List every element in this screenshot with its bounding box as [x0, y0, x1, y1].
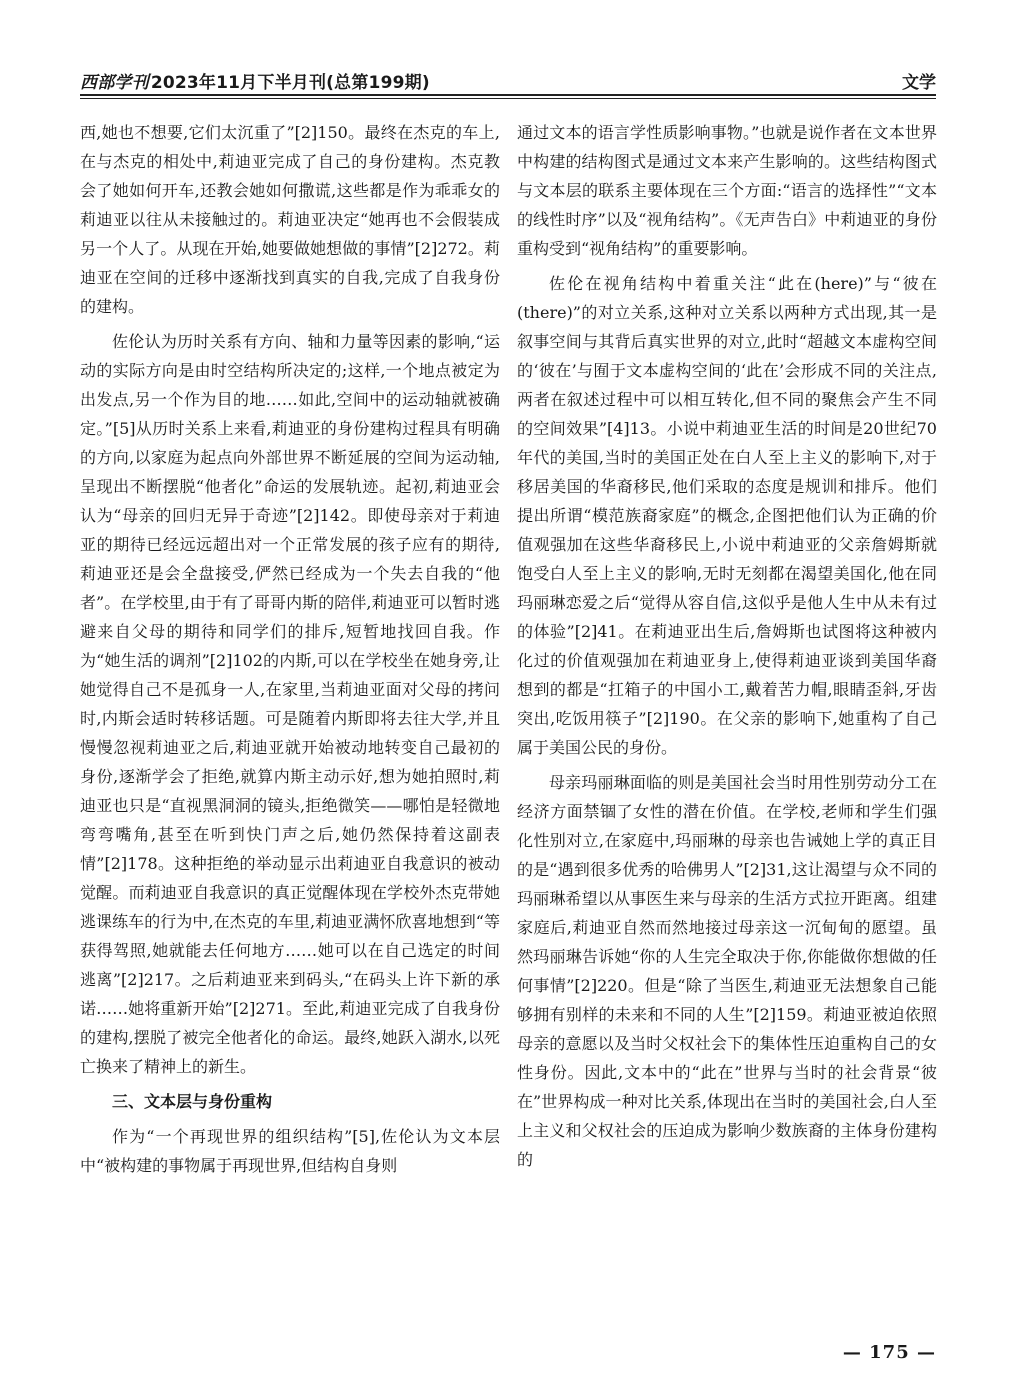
- left-column: [80, 118, 500, 1198]
- journal-logo: 西部学刊: [80, 73, 149, 93]
- header-rule-thin: [80, 98, 936, 99]
- running-header: [80, 66, 936, 100]
- body-paragraph: 母亲玛丽琳面临的则是美国社会当时用性别劳动分工在经济方面禁锢了女性的潜在价值。在学校,老师和学生们强化性别对立,在家庭中,玛丽琳的母亲也告诫她上学的真正目的是“遇到很多优秀的哈佛男人”[2]31,这让渴望与众不同的玛丽琳希望以从事医生来与母亲的生活方式拉开距离。组建家庭后,莉迪亚自然而然地接过母亲这一沉甸甸的愿望。虽然玛丽琳告诉她“你的人生完全取决于你,你能做你想做的任何事情”[2]220。但是“除了当医生,莉迪亚无法想象自己能够拥有别样的未来和不同的人生”[2]159。莉迪亚被迫依照母亲的意愿以及当时父权社会下的集体性压迫重构自己的女性身份。因此,文本中的“此在”世界与当时的社会背景“彼在”世界构成一种对比关系,体现出在当时的美国社会,白人至上主义和父权社会的压迫成为影响少数族裔的主体身份建构的: [517, 773, 937, 1169]
- issue-text: 2023年11月下半月刊(总第199期): [150, 73, 430, 93]
- page-number: — 175 —: [842, 1342, 936, 1363]
- body-paragraph: 佐伦在视角结构中着重关注“此在(here)”与“彼在(there)”的对立关系,这种对立关系以两种方式出现,其一是叙事空间与其背后真实世界的对立,此时“超越文本虚构空间的‘彼在’与囿于文本虚构空间的‘此在’会形成不同的关注点,两者在叙述过程中可以相互转化,但不同的聚焦会产生不同的空间效果”[4]13。小说中莉迪亚生活的时间是20世纪70年代的美国,当时的美国正处在白人至上主义的影响下,对于移居美国的华裔移民,他们采取的态度是规训和排斥。他们提出所谓“模范族裔家庭”的概念,企图把他们认为正确的价值观强加在这些华裔移民上,小说中莉迪亚的父亲詹姆斯就饱受白人至上主义的影响,无时无刻都在渴望美国化,他在同玛丽琳恋爱之后“觉得从容自信,这似乎是他人生中从未有过的体验”[2]41。在莉迪亚出生后,詹姆斯也试图将这种被内化过的价值观强加在莉迪亚身上,使得莉迪亚谈到美国华裔想到的都是“扛箱子的中国小工,戴着苦力帽,眼睛歪斜,牙齿突出,吃饭用筷子”[2]190。在父亲的影响下,她重构了自己属于美国公民的身份。: [517, 274, 937, 757]
- header-rule-thick: [80, 94, 936, 96]
- body-paragraph: 通过文本的语言学性质影响事物。”也就是说作者在文本世界中构建的结构图式是通过文本来产生影响的。这些结构图式与文本层的联系主要体现在三个方面:“语言的选择性”“文本的线性时序”以及“视角结构”。《无声告白》中莉迪亚的身份重构受到“视角结构”的重要影响。: [517, 123, 937, 258]
- body-paragraph: 作为“一个再现世界的组织结构”[5],佐伦认为文本层中“被构建的事物属于再现世界,但结构自身则: [80, 1127, 500, 1175]
- body-paragraph: 西,她也不想要,它们太沉重了”[2]150。最终在杰克的车上,在与杰克的相处中,莉迪亚完成了自己的身份建构。杰克教会了她如何开车,还教会她如何撒谎,这些都是作为乖乖女的莉迪亚以往从未接触过的。莉迪亚决定“她再也不会假装成另一个人了。从现在开始,她要做她想做的事情”[2]272。莉迪亚在空间的迁移中逐渐找到真实的自我,完成了自我身份的建构。: [80, 123, 500, 316]
- section-label: 文学: [902, 73, 936, 93]
- body-paragraph: 佐伦认为历时关系有方向、轴和力量等因素的影响,“运动的实际方向是由时空结构所决定的;这样,一个地点被定为出发点,另一个作为目的地……如此,空间中的运动轴就被确定。”[5]从历时关系上来看,莉迪亚的身份建构过程具有明确的方向,以家庭为起点向外部世界不断延展的空间为运动轴,呈现出不断摆脱“他者化”命运的发展轨迹。起初,莉迪亚会认为“母亲的回归无异于奇迹”[2]142。即使母亲对于莉迪亚的期待已经远远超出对一个正常发展的孩子应有的期待,莉迪亚还是会全盘接受,俨然已经成为一个失去自我的“他者”。在学校里,由于有了哥哥内斯的陪伴,莉迪亚可以暂时逃避来自父母的期待和同学们的排斥,短暂地找回自我。作为“她生活的调剂”[2]102的内斯,可以在学校坐在她身旁,让她觉得自己不是孤身一人,在家里,当莉迪亚面对父母的拷问时,内斯会适时转移话题。可是随着内斯即将去往大学,并且慢慢忽视莉迪亚之后,莉迪亚就开始被动地转变自己最初的身份,逐渐学会了拒绝,就算内斯主动示好,想为她拍照时,莉迪亚也只是“直视黑洞洞的镜头,拒绝微笑——哪怕是轻微地弯弯嘴角,甚至在听到快门声之后,她仍然保持着这副表情”[2]178。这种拒绝的举动显示出莉迪亚自我意识的被动觉醒。而莉迪亚自我意识的真正觉醒体现在学校外杰克带她逃课练车的行为中,在杰克的车里,莉迪亚满怀欣喜地想到“等获得驾照,她就能去任何地方……她可以在自己选定的时间逃离”[2]217。之后莉迪亚来到码头,“在码头上许下新的承诺……她将重新开始”[2]271。至此,莉迪亚完成了自我身份的建构,摆脱了被完全他者化的命运。最终,她跃入湖水,以死亡换来了精神上的新生。: [80, 332, 500, 1076]
- right-column: [517, 118, 937, 1198]
- journal-title: [80, 68, 430, 93]
- section-heading: 三、文本层与身份重构: [112, 1092, 273, 1111]
